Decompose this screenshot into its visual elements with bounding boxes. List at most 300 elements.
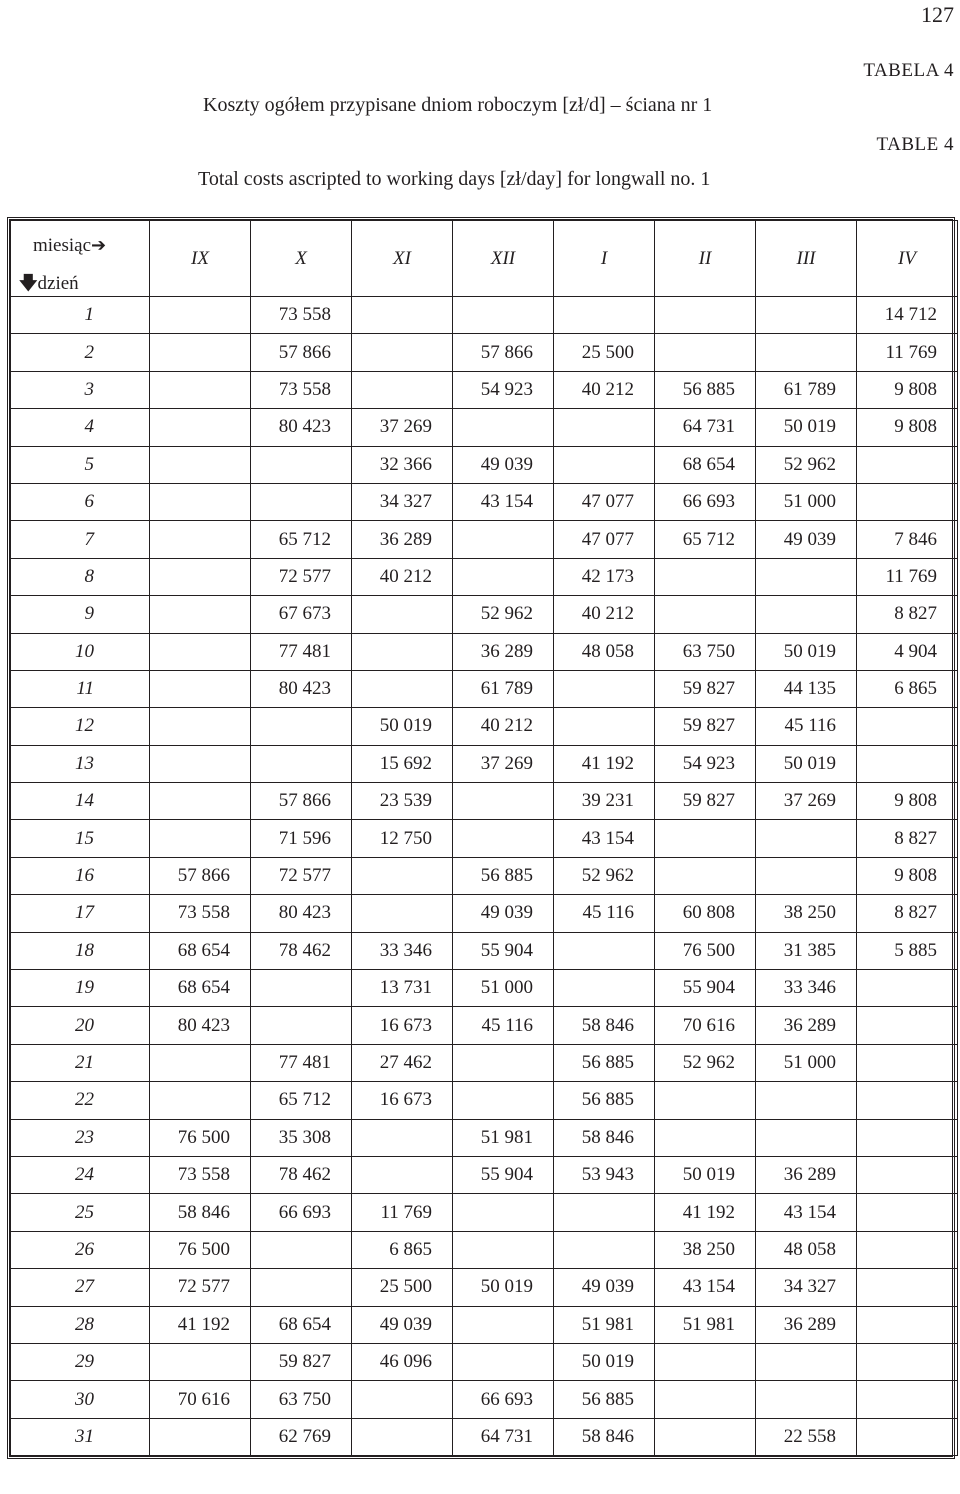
cost-cell: 65 712	[251, 1082, 352, 1119]
cost-cell	[756, 820, 857, 857]
cost-cell: 9 808	[857, 857, 958, 894]
cost-cell	[352, 596, 453, 633]
cost-cell	[655, 334, 756, 371]
cost-cell: 56 885	[554, 1381, 655, 1418]
table-row	[11, 483, 958, 520]
cost-cell: 70 616	[655, 1007, 756, 1044]
cost-cell: 16 673	[352, 1082, 453, 1119]
cost-cell: 43 154	[756, 1194, 857, 1231]
table-row	[11, 1231, 958, 1268]
cost-cell	[857, 1156, 958, 1193]
cost-cell	[352, 895, 453, 932]
cost-cell: 43 154	[655, 1269, 756, 1306]
cost-cell: 52 962	[655, 1044, 756, 1081]
cost-cell: 64 731	[655, 409, 756, 446]
cost-cell	[352, 1156, 453, 1193]
cost-cell: 50 019	[655, 1156, 756, 1193]
cost-cell: 9 808	[857, 371, 958, 408]
table-title-pl: Koszty ogółem przypisane dniom roboczym [zł/d] – ściana nr 1	[203, 94, 713, 116]
cost-cell	[655, 1418, 756, 1455]
cost-cell	[453, 1194, 554, 1231]
cost-cell: 46 096	[352, 1343, 453, 1380]
cost-cell	[352, 670, 453, 707]
cost-cell: 40 212	[352, 558, 453, 595]
table-row	[11, 820, 958, 857]
cost-cell	[150, 1418, 251, 1455]
cost-cell: 45 116	[554, 895, 655, 932]
day-cell: 20	[11, 1007, 150, 1044]
cost-cell: 34 327	[756, 1269, 857, 1306]
cost-cell	[554, 932, 655, 969]
cost-cell	[150, 558, 251, 595]
cost-cell	[857, 1418, 958, 1455]
cost-cell: 33 346	[352, 932, 453, 969]
cost-cell: 41 192	[554, 745, 655, 782]
month-header: III	[756, 221, 857, 297]
cost-cell: 56 885	[554, 1044, 655, 1081]
cost-cell: 73 558	[150, 895, 251, 932]
cost-cell: 43 154	[453, 483, 554, 520]
cost-cell: 66 693	[453, 1381, 554, 1418]
cost-cell	[554, 1231, 655, 1268]
cost-cell: 52 962	[453, 596, 554, 633]
cost-cell: 78 462	[251, 932, 352, 969]
cost-cell: 80 423	[251, 895, 352, 932]
cost-cell: 68 654	[150, 970, 251, 1007]
cost-cell: 57 866	[150, 857, 251, 894]
cost-cell	[150, 596, 251, 633]
cost-cell	[150, 334, 251, 371]
month-header: IV	[857, 221, 958, 297]
cost-cell	[756, 1119, 857, 1156]
cost-cell	[756, 596, 857, 633]
day-cell: 21	[11, 1044, 150, 1081]
cost-cell	[554, 409, 655, 446]
cost-cell	[453, 1306, 554, 1343]
day-cell: 5	[11, 446, 150, 483]
cost-cell: 49 039	[453, 446, 554, 483]
cost-cell	[554, 446, 655, 483]
day-cell: 29	[11, 1343, 150, 1380]
month-header: II	[655, 221, 756, 297]
day-label: dzień	[37, 273, 79, 294]
cost-cell: 40 212	[554, 596, 655, 633]
day-cell: 31	[11, 1418, 150, 1455]
day-cell: 11	[11, 670, 150, 707]
cost-cell: 36 289	[756, 1007, 857, 1044]
cost-cell: 73 558	[150, 1156, 251, 1193]
cost-cell: 57 866	[251, 783, 352, 820]
cost-cell: 65 712	[251, 521, 352, 558]
cost-cell	[150, 1044, 251, 1081]
cost-cell	[352, 334, 453, 371]
right-arrow-icon: ➔	[91, 235, 107, 256]
cost-cell: 71 596	[251, 820, 352, 857]
cost-cell: 5 885	[857, 932, 958, 969]
cost-cell: 14 712	[857, 297, 958, 334]
table-row	[11, 895, 958, 932]
cost-cell: 25 500	[352, 1269, 453, 1306]
cost-cell: 41 192	[655, 1194, 756, 1231]
cost-cell: 61 789	[756, 371, 857, 408]
cost-cell: 6 865	[857, 670, 958, 707]
cost-cell	[453, 1343, 554, 1380]
cost-cell: 4 904	[857, 633, 958, 670]
table-row	[11, 670, 958, 707]
cost-cell: 67 673	[251, 596, 352, 633]
table-row	[11, 1381, 958, 1418]
cost-cell	[655, 1082, 756, 1119]
cost-cell	[453, 521, 554, 558]
cost-cell	[352, 371, 453, 408]
day-cell: 17	[11, 895, 150, 932]
cost-cell: 68 654	[150, 932, 251, 969]
cost-cell: 68 654	[251, 1306, 352, 1343]
cost-cell	[857, 1381, 958, 1418]
table-row	[11, 297, 958, 334]
cost-cell	[453, 297, 554, 334]
cost-cell: 50 019	[756, 633, 857, 670]
cost-cell: 32 366	[352, 446, 453, 483]
cost-cell: 55 904	[655, 970, 756, 1007]
cost-cell	[150, 521, 251, 558]
cost-cell: 51 981	[554, 1306, 655, 1343]
table-row	[11, 1082, 958, 1119]
cost-cell	[251, 745, 352, 782]
table-row	[11, 857, 958, 894]
table-label-en: TABLE 4	[876, 134, 954, 155]
table-row	[11, 783, 958, 820]
day-cell: 23	[11, 1119, 150, 1156]
cost-cell: 11 769	[857, 558, 958, 595]
cost-cell	[150, 745, 251, 782]
cost-cell: 50 019	[756, 409, 857, 446]
cost-cell: 59 827	[655, 670, 756, 707]
cost-cell	[453, 409, 554, 446]
cost-cell	[150, 483, 251, 520]
cost-cell: 57 866	[251, 334, 352, 371]
cost-cell: 72 577	[251, 857, 352, 894]
cost-cell: 60 808	[655, 895, 756, 932]
cost-cell: 43 154	[554, 820, 655, 857]
day-cell: 1	[11, 297, 150, 334]
cost-cell: 65 712	[655, 521, 756, 558]
down-arrow-icon: 🡇	[19, 273, 38, 294]
cost-cell	[251, 708, 352, 745]
cost-cell: 70 616	[150, 1381, 251, 1418]
table-row	[11, 970, 958, 1007]
cost-cell: 52 962	[756, 446, 857, 483]
day-cell: 7	[11, 521, 150, 558]
cost-cell: 25 500	[554, 334, 655, 371]
cost-cell: 59 827	[655, 783, 756, 820]
cost-cell: 51 000	[756, 483, 857, 520]
day-cell: 16	[11, 857, 150, 894]
cost-cell	[655, 1119, 756, 1156]
cost-cell: 58 846	[150, 1194, 251, 1231]
cost-cell	[453, 1231, 554, 1268]
cost-cell: 38 250	[756, 895, 857, 932]
header-row	[11, 221, 958, 297]
cost-cell	[857, 483, 958, 520]
cost-cell: 51 000	[453, 970, 554, 1007]
cost-cell	[352, 857, 453, 894]
cost-cell	[655, 1343, 756, 1380]
day-cell: 10	[11, 633, 150, 670]
cost-cell: 42 173	[554, 558, 655, 595]
cost-cell: 73 558	[251, 297, 352, 334]
month-header: XII	[453, 221, 554, 297]
cost-cell	[150, 783, 251, 820]
day-cell: 3	[11, 371, 150, 408]
cost-cell: 66 693	[655, 483, 756, 520]
cost-cell: 36 289	[756, 1306, 857, 1343]
cost-cell	[150, 371, 251, 408]
month-label: miesiąc	[33, 235, 92, 256]
table-row	[11, 334, 958, 371]
cost-cell: 45 116	[756, 708, 857, 745]
cost-cell: 48 058	[554, 633, 655, 670]
cost-cell	[251, 1269, 352, 1306]
cost-cell	[655, 297, 756, 334]
cost-cell: 11 769	[352, 1194, 453, 1231]
cost-cell: 37 269	[352, 409, 453, 446]
cost-cell: 40 212	[453, 708, 554, 745]
cost-cell	[352, 633, 453, 670]
cost-cell: 38 250	[655, 1231, 756, 1268]
day-cell: 13	[11, 745, 150, 782]
cost-cell: 51 981	[453, 1119, 554, 1156]
cost-cell: 31 385	[756, 932, 857, 969]
cost-cell	[857, 1269, 958, 1306]
cost-cell: 61 789	[453, 670, 554, 707]
cost-cell	[251, 970, 352, 1007]
corner-month	[33, 235, 106, 257]
cost-cell: 58 846	[554, 1119, 655, 1156]
day-cell: 4	[11, 409, 150, 446]
table-row	[11, 1007, 958, 1044]
cost-cell: 58 846	[554, 1007, 655, 1044]
cost-cell: 12 750	[352, 820, 453, 857]
cost-table-frame	[7, 217, 955, 1459]
cost-cell: 36 289	[352, 521, 453, 558]
cost-cell: 80 423	[150, 1007, 251, 1044]
cost-cell: 76 500	[150, 1119, 251, 1156]
cost-cell	[756, 1381, 857, 1418]
cost-cell: 72 577	[150, 1269, 251, 1306]
cost-cell: 8 827	[857, 820, 958, 857]
day-cell: 19	[11, 970, 150, 1007]
cost-cell: 33 346	[756, 970, 857, 1007]
day-cell: 12	[11, 708, 150, 745]
table-row	[11, 1119, 958, 1156]
cost-cell: 6 865	[352, 1231, 453, 1268]
cost-cell: 50 019	[453, 1269, 554, 1306]
day-cell: 25	[11, 1194, 150, 1231]
table-row	[11, 1306, 958, 1343]
cost-cell: 9 808	[857, 409, 958, 446]
cost-cell	[150, 820, 251, 857]
cost-cell: 54 923	[453, 371, 554, 408]
cost-cell: 23 539	[352, 783, 453, 820]
cost-cell: 52 962	[554, 857, 655, 894]
day-cell: 27	[11, 1269, 150, 1306]
table-row	[11, 446, 958, 483]
table-row	[11, 409, 958, 446]
cost-cell	[554, 970, 655, 1007]
cost-cell: 59 827	[251, 1343, 352, 1380]
cost-cell: 37 269	[453, 745, 554, 782]
cost-cell	[756, 297, 857, 334]
cost-cell: 22 558	[756, 1418, 857, 1455]
cost-cell	[453, 1082, 554, 1119]
cost-cell: 49 039	[453, 895, 554, 932]
table-row	[11, 1343, 958, 1380]
cost-cell	[453, 1044, 554, 1081]
month-header: XI	[352, 221, 453, 297]
corner-header	[11, 221, 150, 297]
table-row	[11, 596, 958, 633]
cost-cell: 62 769	[251, 1418, 352, 1455]
cost-cell: 51 000	[756, 1044, 857, 1081]
table-row	[11, 745, 958, 782]
cost-cell: 37 269	[756, 783, 857, 820]
table-title-en: Total costs ascripted to working days [zł/day] for longwall no. 1	[198, 168, 711, 190]
cost-cell: 80 423	[251, 409, 352, 446]
page-number: 127	[921, 2, 954, 27]
cost-cell	[857, 708, 958, 745]
cost-cell	[453, 558, 554, 595]
cost-cell: 41 192	[150, 1306, 251, 1343]
cost-cell	[756, 558, 857, 595]
cost-cell	[756, 857, 857, 894]
table-label-pl: TABELA 4	[863, 60, 954, 81]
cost-cell	[857, 1044, 958, 1081]
cost-cell	[150, 708, 251, 745]
cost-cell	[251, 483, 352, 520]
cost-cell: 63 750	[655, 633, 756, 670]
cost-cell: 49 039	[352, 1306, 453, 1343]
cost-cell	[857, 970, 958, 1007]
cost-cell: 7 846	[857, 521, 958, 558]
cost-cell: 40 212	[554, 371, 655, 408]
corner-day	[19, 271, 79, 301]
cost-cell: 51 981	[655, 1306, 756, 1343]
table-row	[11, 521, 958, 558]
day-cell: 14	[11, 783, 150, 820]
cost-cell: 36 289	[453, 633, 554, 670]
cost-cell	[857, 1119, 958, 1156]
cost-cell	[352, 1381, 453, 1418]
cost-cell: 55 904	[453, 1156, 554, 1193]
cost-cell	[857, 1082, 958, 1119]
cost-cell: 50 019	[554, 1343, 655, 1380]
cost-cell	[352, 1119, 453, 1156]
cost-cell: 35 308	[251, 1119, 352, 1156]
cost-cell: 9 808	[857, 783, 958, 820]
cost-cell: 47 077	[554, 483, 655, 520]
day-cell: 8	[11, 558, 150, 595]
cost-cell: 54 923	[655, 745, 756, 782]
cost-cell	[655, 558, 756, 595]
cost-cell	[352, 1418, 453, 1455]
cost-cell	[655, 1381, 756, 1418]
cost-cell: 53 943	[554, 1156, 655, 1193]
cost-cell: 72 577	[251, 558, 352, 595]
cost-cell	[251, 1231, 352, 1268]
table-row	[11, 1194, 958, 1231]
cost-cell: 50 019	[756, 745, 857, 782]
cost-cell: 39 231	[554, 783, 655, 820]
cost-cell: 13 731	[352, 970, 453, 1007]
cost-cell: 27 462	[352, 1044, 453, 1081]
cost-cell: 76 500	[150, 1231, 251, 1268]
cost-cell: 8 827	[857, 895, 958, 932]
cost-cell: 48 058	[756, 1231, 857, 1268]
cost-table	[10, 220, 958, 1456]
cost-cell	[150, 1343, 251, 1380]
cost-cell	[150, 409, 251, 446]
month-header: IX	[150, 221, 251, 297]
table-row	[11, 1156, 958, 1193]
day-cell: 22	[11, 1082, 150, 1119]
cost-cell: 56 885	[453, 857, 554, 894]
cost-cell	[554, 670, 655, 707]
cost-cell: 56 885	[655, 371, 756, 408]
cost-cell	[655, 857, 756, 894]
cost-cell: 58 846	[554, 1418, 655, 1455]
day-cell: 28	[11, 1306, 150, 1343]
cost-cell	[857, 1231, 958, 1268]
cost-cell	[150, 297, 251, 334]
cost-cell	[554, 708, 655, 745]
cost-cell: 50 019	[352, 708, 453, 745]
cost-cell: 57 866	[453, 334, 554, 371]
table-row	[11, 371, 958, 408]
cost-cell: 76 500	[655, 932, 756, 969]
cost-cell	[453, 783, 554, 820]
table-body	[11, 297, 958, 1456]
cost-cell: 64 731	[453, 1418, 554, 1455]
cost-cell: 15 692	[352, 745, 453, 782]
day-cell: 9	[11, 596, 150, 633]
cost-cell: 16 673	[352, 1007, 453, 1044]
day-cell: 2	[11, 334, 150, 371]
cost-cell: 78 462	[251, 1156, 352, 1193]
cost-cell: 66 693	[251, 1194, 352, 1231]
table-row	[11, 1269, 958, 1306]
cost-cell: 80 423	[251, 670, 352, 707]
day-cell: 15	[11, 820, 150, 857]
cost-cell: 73 558	[251, 371, 352, 408]
cost-cell	[857, 1007, 958, 1044]
cost-cell	[554, 1194, 655, 1231]
cost-cell	[453, 820, 554, 857]
cost-cell	[655, 596, 756, 633]
cost-cell: 45 116	[453, 1007, 554, 1044]
cost-cell	[756, 1082, 857, 1119]
table-row	[11, 1044, 958, 1081]
table-row	[11, 708, 958, 745]
cost-cell	[857, 446, 958, 483]
cost-cell: 56 885	[554, 1082, 655, 1119]
cost-cell	[150, 1082, 251, 1119]
day-cell: 26	[11, 1231, 150, 1268]
cost-cell	[554, 297, 655, 334]
table-row	[11, 1418, 958, 1455]
cost-cell: 11 769	[857, 334, 958, 371]
table-row	[11, 633, 958, 670]
